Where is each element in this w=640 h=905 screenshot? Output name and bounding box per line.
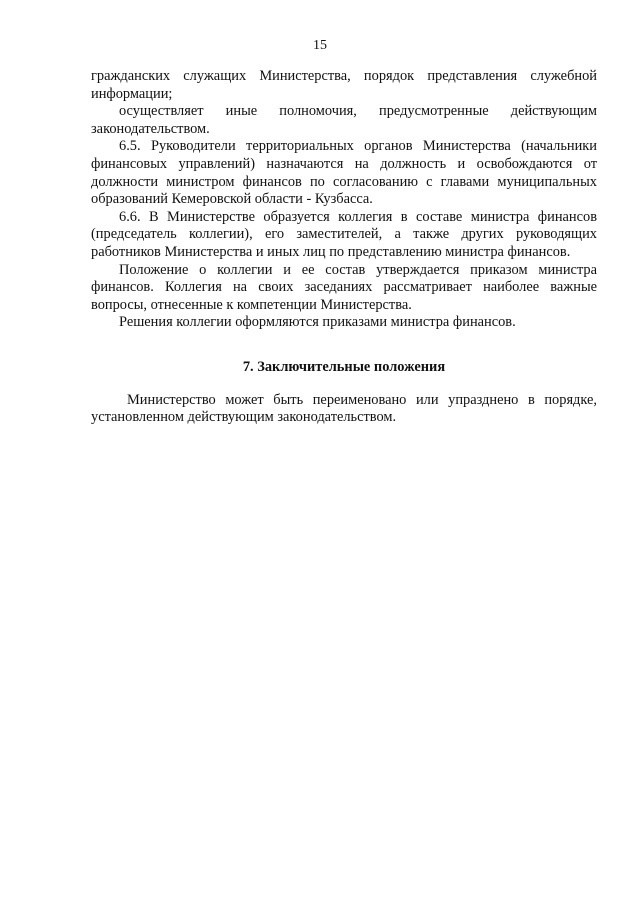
page-number: 15	[313, 38, 327, 53]
paragraph-collegium-regulation: Положение о коллегии и ее состав утверждается приказом министра финансов. Коллегия на своих заседаниях рассматривает наиболее важные вопросы, отнесенные к компетенции Министерства.	[91, 261, 597, 313]
paragraph-final-provisions: Министерство может быть переименовано или упразднено в порядке, установленном действующим законодательством.	[91, 391, 597, 426]
paragraph-continuation: гражданских служащих Министерства, порядок представления служебной информации;	[91, 68, 597, 102]
paragraph-6-5: 6.5. Руководители территориальных органов Министерства (начальники финансовых управлений) назначаются на должность и освобождаются от должности министром финансов по согласованию с главами муниципальных образований Кемеровской области - Кузбасса.	[91, 138, 597, 208]
paragraph-6-6: 6.6. В Министерстве образуется коллегия в составе министра финансов (председатель коллегии), его заместителей, а также других руководящих работников Министерства и иных лиц по представлению министра финансов.	[91, 208, 597, 260]
paragraph-other-powers: осуществляет иные полномочия, предусмотренные действующим законодательством.	[91, 103, 597, 137]
section-heading-final-provisions: 7. Заключительные положения	[242, 358, 446, 375]
paragraph-collegium-decisions: Решения коллегии оформляются приказами министра финансов.	[119, 314, 516, 331]
document-body	[91, 68, 597, 427]
